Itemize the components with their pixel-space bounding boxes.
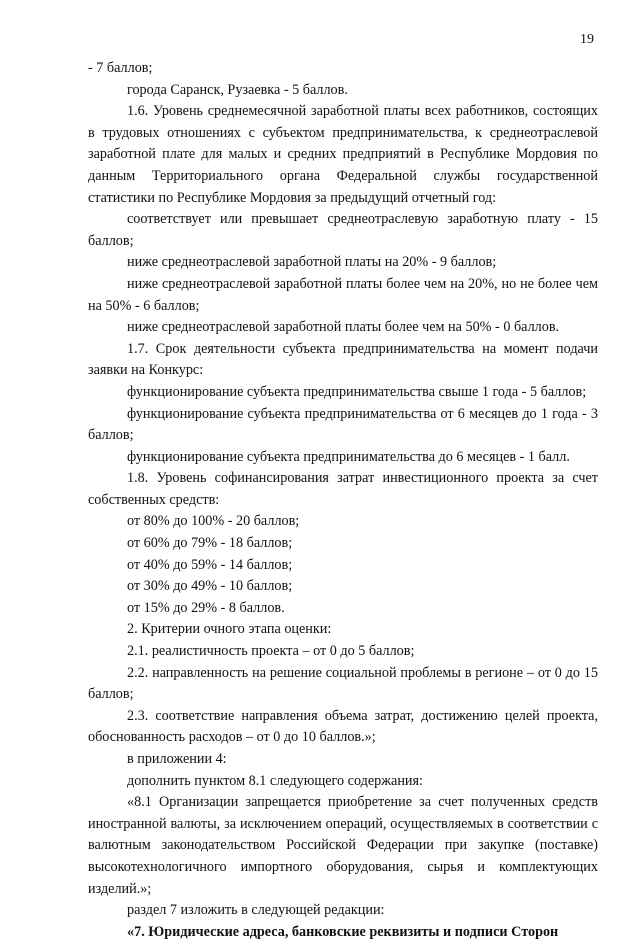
paragraph: дополнить пунктом 8.1 следующего содержания: bbox=[127, 772, 423, 789]
paragraph: 2. Критерии очного этапа оценки: bbox=[127, 621, 332, 638]
section-heading: «7. Юридические адреса, банковские реквизиты и подписи Сторон bbox=[127, 923, 559, 940]
paragraph: от 60% до 79% - 18 баллов; bbox=[127, 535, 293, 552]
paragraph: 1.7. Срок деятельности субъекта предпринимательства на момент подачи заявки на Конкурс: bbox=[88, 340, 598, 379]
paragraph: от 40% до 59% - 14 баллов; bbox=[127, 556, 293, 573]
paragraph: от 30% до 49% - 10 баллов; bbox=[127, 578, 293, 595]
paragraph: 2.3. соответствие направления объема затрат, достижению целей проекта, обоснованность расходов – от 0 до 10 баллов.»; bbox=[88, 707, 598, 746]
paragraph: 2.2. направленность на решение социальной проблемы в регионе – от 0 до 15 баллов; bbox=[88, 664, 598, 703]
paragraph: 1.8. Уровень софинансирования затрат инвестиционного проекта за счет собственных средств: bbox=[88, 470, 598, 508]
paragraph: соответствует или превышает среднеотраслевую заработную плату - 15 баллов; bbox=[88, 211, 598, 249]
paragraph: ниже среднеотраслевой заработной платы более чем на 50% - 0 баллов. bbox=[127, 319, 560, 336]
paragraph: функционирование субъекта предпринимательства до 6 месяцев - 1 балл. bbox=[127, 448, 570, 465]
page-number: 19 bbox=[580, 32, 594, 47]
document-body bbox=[88, 58, 598, 943]
paragraph: 1.6. Уровень среднемесячной заработной платы всех работников, состоящих в трудовых отношениях с субъектом предпринимательства, к среднеотраслевой заработной плате для малых и средних предприятий в Республике Мордовия по данным Территориального органа Федеральной службы государственной статистики по Республике Мордовия за предыдущий отчетный год: bbox=[88, 103, 598, 206]
paragraph: города Саранск, Рузаевка - 5 баллов. bbox=[127, 81, 348, 98]
paragraph: 2.1. реалистичность проекта – от 0 до 5 баллов; bbox=[127, 643, 415, 660]
paragraph: «8.1 Организации запрещается приобретение за счет полученных средств иностранной валюты, за исключением операций, осуществляемых в соответствии с валютным законодательством Российской Федерации при закупке (поставке) высокотехнологичного импортного оборудования, сырья и комплектующих изделий.»; bbox=[88, 794, 598, 897]
paragraph: от 15% до 29% - 8 баллов. bbox=[127, 599, 285, 616]
paragraph: функционирование субъекта предпринимательства от 6 месяцев до 1 года - 3 баллов; bbox=[88, 405, 598, 444]
paragraph: ниже среднеотраслевой заработной платы на 20% - 9 баллов; bbox=[127, 254, 497, 271]
paragraph: раздел 7 изложить в следующей редакции: bbox=[127, 902, 385, 919]
paragraph: от 80% до 100% - 20 баллов; bbox=[127, 513, 300, 530]
paragraph: - 7 баллов; bbox=[88, 60, 153, 76]
paragraph: ниже среднеотраслевой заработной платы более чем на 20%, но не более чем на 50% - 6 баллов; bbox=[88, 275, 598, 314]
paragraph: функционирование субъекта предпринимательства свыше 1 года - 5 баллов; bbox=[127, 383, 587, 400]
paragraph: в приложении 4: bbox=[127, 751, 227, 767]
